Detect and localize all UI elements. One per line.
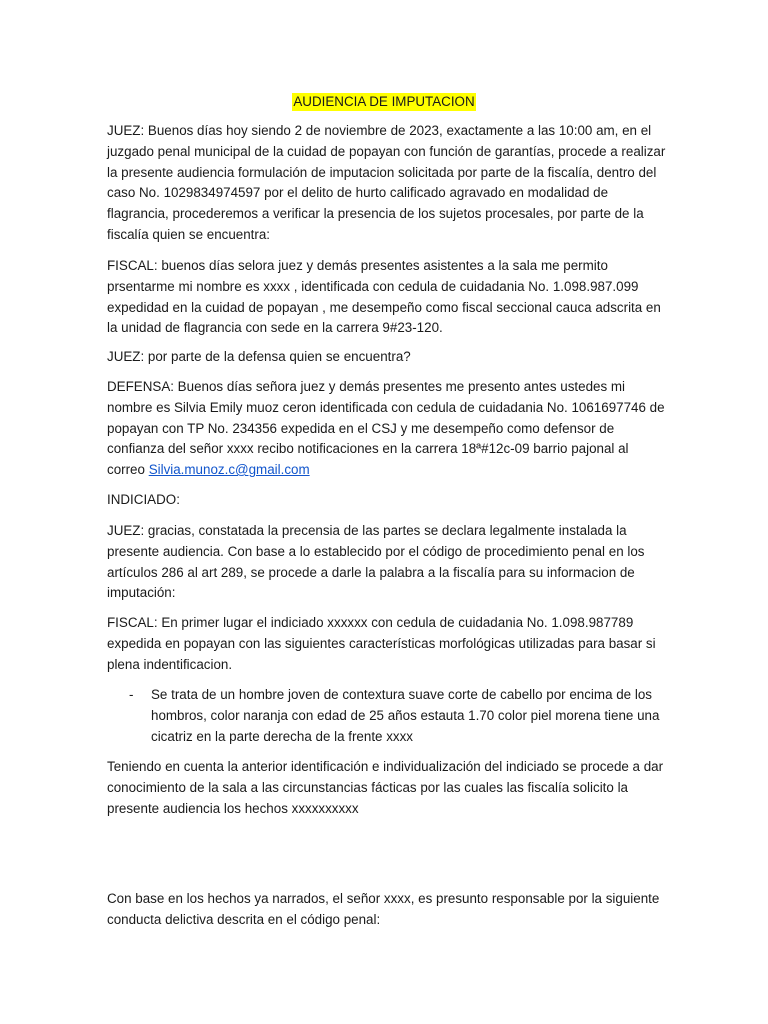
paragraph-indiciado: INDICIADO: [107,492,180,507]
paragraph-defensa-intro [107,377,667,481]
defensa-text: DEFENSA: Buenos días señora juez y demás presentes me presento antes ustedes mi nombre es Silvia Emily muoz ceron identificada con cedula de cuidadania No. 1061697746 de popayan con TP No. 234356 expedida en el CSJ y me desempeño como defensor de confianza del señor xxxx recibo notificaciones en la carrera 18ª#12c-09 barrio pajonal al correo [107,379,665,477]
paragraph-fiscal-intro: FISCAL: buenos días selora juez y demás presentes asistentes a la sala me permito prsentarme mi nombre es xxxx , identificada con cedula de cuidadania No. 1.098.987.099 expedidad en la cuidad de popayan , me desempeño como fiscal seccional cauca adscrita en la unidad de flagrancia con sede en la carrera 9#23-120. [107,258,661,336]
paragraph-juez-opening: JUEZ: Buenos días hoy siendo 2 de noviembre de 2023, exactamente a las 10:00 am, en el juzgado penal municipal de la cuidad de popayan con función de garantías, procede a realizar la presente audiencia formulación de imputacion solicitada por parte de la fiscalía, dentro del caso No. 1029834974597 por el delito de hurto calificado agravado en modalidad de flagrancia, procederemos a verificar la presencia de los sujetos procesales, por parte de la fiscalía quien se encuentra: [107,123,666,242]
paragraph-juez-instalacion: JUEZ: gracias, constatada la precensia de las partes se declara legalmente instalada la presente audiencia. Con base a lo establecido por el código de procedimiento penal en los artículos 286 al art 289, se procede a darle la palabra a la fiscalía para su informacion de imputación: [107,523,645,601]
paragraph-hechos: Teniendo en cuenta la anterior identificación e individualización del indiciado se procede a dar conocimiento de la sala a las circunstancias fácticas por las cuales las fiscalía solicito la presente audiencia los hechos xxxxxxxxxx [107,759,664,816]
paragraph-fiscal-identificacion: FISCAL: En primer lugar el indiciado xxxxxx con cedula de cuidadania No. 1.098.987789 expedida en popayan con las siguientes características morfológicas utilizadas para basar si plena indentificacion. [107,615,656,672]
bullet-dash: - [129,687,134,702]
email-link[interactable]: Silvia.munoz.c@gmail.com [148,462,310,477]
document-title: AUDIENCIA DE IMPUTACION [293,94,475,109]
bullet-text: Se trata de un hombre joven de contextura suave corte de cabello por encima de los hombros, color naranja con edad de 25 años estauta 1.70 color piel morena tiene una cicatriz en la parte derecha de la frente xxxx [151,687,660,744]
paragraph-juez-defensa: JUEZ: por parte de la defensa quien se encuentra? [107,349,411,364]
paragraph-conducta: Con base en los hechos ya narrados, el señor xxxx, es presunto responsable por la siguiente conducta delictiva descrita en el código penal: [107,891,660,927]
title-container [0,93,768,111]
